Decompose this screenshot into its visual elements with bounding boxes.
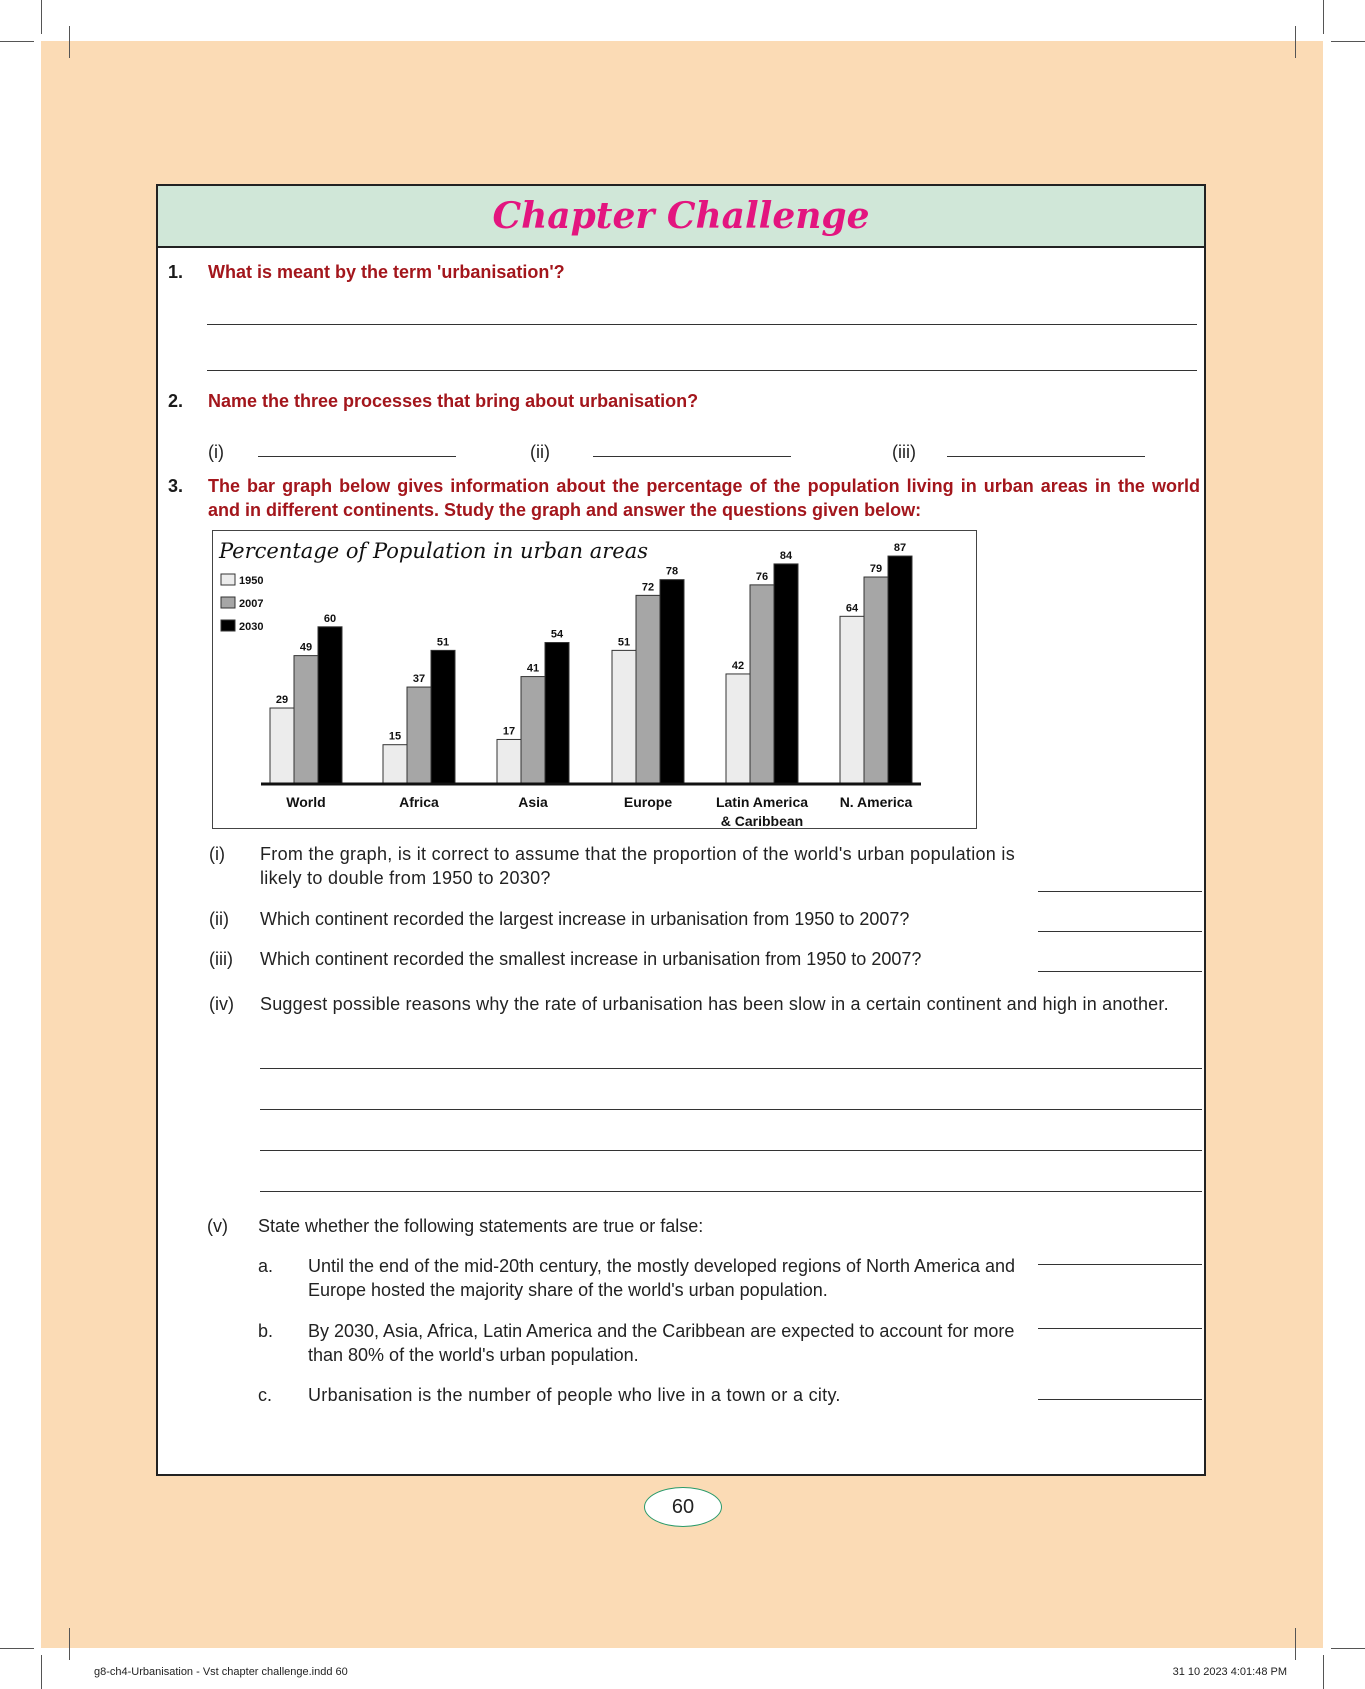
crop-mark <box>1295 26 1296 58</box>
bar <box>660 580 684 784</box>
statement-label: c. <box>258 1385 273 1405</box>
footer-filename: g8-ch4-Urbanisation - Vst chapter challenge.indd 60 <box>94 1666 348 1678</box>
answer-line[interactable] <box>1038 891 1202 892</box>
page-number: 60 <box>644 1487 722 1527</box>
header-bar <box>158 186 1204 248</box>
sub-question-text: From the graph, is it correct to assume that the proportion of the world's urban population is likely to double from 1950 to 2030? <box>260 844 1016 888</box>
bar <box>545 643 569 784</box>
answer-line[interactable] <box>1038 1264 1202 1265</box>
bar-value-label: 37 <box>412 673 426 686</box>
statement-label: a. <box>258 1256 274 1276</box>
sub-label: (iv) <box>209 994 234 1014</box>
sub-question-text: State whether the following statements are true or false: <box>258 1216 704 1236</box>
question-2 <box>158 389 1204 413</box>
statement-text: Urbanisation is the number of people who live in a town or a city. <box>308 1385 841 1405</box>
question-text: Name the three processes that bring about urbanisation? <box>208 391 699 411</box>
question-number: 3. <box>168 476 184 496</box>
crop-mark <box>1331 41 1365 42</box>
legend-swatch <box>221 597 235 608</box>
crop-mark <box>69 26 70 58</box>
bar <box>636 595 660 784</box>
answer-line[interactable] <box>207 370 1197 371</box>
bar-value-label: 64 <box>845 602 859 615</box>
bar-value-label: 15 <box>388 730 402 743</box>
question-1 <box>158 260 1204 284</box>
bar-value-label: 42 <box>731 659 745 672</box>
bar-value-label: 41 <box>526 662 540 675</box>
answer-line[interactable] <box>258 456 456 457</box>
question-number: 1. <box>168 262 184 282</box>
category-label: N. America <box>839 794 913 810</box>
category-label: World <box>286 794 326 810</box>
answer-line[interactable] <box>1038 931 1202 932</box>
crop-mark <box>0 1648 34 1649</box>
bar-value-label: 17 <box>502 725 516 738</box>
page-title: Chapter Challenge <box>492 195 870 237</box>
category-label: Europe <box>623 794 673 810</box>
crop-mark <box>1323 0 1324 34</box>
category-label: Latin America <box>715 794 809 810</box>
crop-mark <box>1323 1655 1324 1689</box>
sub-question-text: Which continent recorded the largest increase in urbanisation from 1950 to 2007? <box>260 909 910 929</box>
answer-line[interactable] <box>947 456 1145 457</box>
statement-label: b. <box>258 1321 274 1341</box>
sub-label: (i) <box>209 844 225 864</box>
answer-line[interactable] <box>207 324 1197 325</box>
bar <box>521 677 545 784</box>
blank-label: (ii) <box>530 442 550 462</box>
bar-value-label: 49 <box>299 641 313 654</box>
blank-label: (i) <box>208 442 224 462</box>
sub-label: (v) <box>207 1216 228 1236</box>
bar <box>497 739 521 784</box>
question-text: The bar graph below gives information about the percentage of the population living in urban areas in the world and in different continents. Study the graph and answer the questions given below: <box>208 476 1200 520</box>
bar <box>840 616 864 784</box>
bar <box>726 674 750 784</box>
bar <box>318 627 342 784</box>
category-label: Asia <box>518 794 548 810</box>
bar <box>431 650 455 784</box>
sub-label: (ii) <box>209 909 229 929</box>
answer-line[interactable] <box>260 1109 1202 1110</box>
answer-line[interactable] <box>260 1150 1202 1151</box>
legend-label: 2007 <box>239 598 264 610</box>
bar-value-label: 60 <box>323 612 337 625</box>
question-number: 2. <box>168 391 184 411</box>
legend-swatch <box>221 620 235 631</box>
bar <box>612 650 636 784</box>
legend-label: 2030 <box>239 621 264 633</box>
bar <box>750 585 774 784</box>
sub-label: (iii) <box>209 949 233 969</box>
blank-label: (iii) <box>892 442 916 462</box>
crop-mark <box>41 0 42 34</box>
crop-mark <box>69 1628 70 1660</box>
answer-line[interactable] <box>1038 1328 1202 1329</box>
sub-question-text: Suggest possible reasons why the rate of urbanisation has been slow in a certain continent and high in another. <box>260 994 1169 1014</box>
question-3 <box>158 474 1204 524</box>
bar-value-label: 51 <box>617 636 631 649</box>
answer-line[interactable] <box>260 1191 1202 1192</box>
legend-swatch <box>221 574 235 585</box>
bar-value-label: 76 <box>755 570 769 583</box>
crop-mark <box>41 1655 42 1689</box>
bar <box>383 745 407 784</box>
bar <box>294 656 318 784</box>
bar <box>864 577 888 784</box>
answer-line[interactable] <box>1038 1399 1202 1400</box>
question-text: What is meant by the term 'urbanisation'? <box>208 262 565 282</box>
crop-mark <box>0 41 34 42</box>
statement-text: By 2030, Asia, Africa, Latin America and the Caribbean are expected to account for more than 80% of the world's urban population. <box>308 1321 1015 1365</box>
chapter-challenge-frame <box>156 184 1206 1476</box>
chart-svg <box>213 531 975 827</box>
statement-text: Until the end of the mid-20th century, the mostly developed regions of North America and Europe hosted the majority share of the world's urban population. <box>308 1256 1016 1300</box>
bar-value-label: 78 <box>665 565 679 578</box>
answer-line[interactable] <box>593 456 791 457</box>
crop-mark <box>1331 1648 1365 1649</box>
bar <box>774 564 798 784</box>
bar <box>888 556 912 784</box>
bar-value-label: 72 <box>641 581 655 594</box>
bar-value-label: 29 <box>275 694 289 707</box>
category-label: Africa <box>399 794 439 810</box>
bar-value-label: 51 <box>436 636 450 649</box>
crop-mark <box>1295 1628 1296 1660</box>
bar <box>270 708 294 784</box>
sub-question-text: Which continent recorded the smallest increase in urbanisation from 1950 to 2007? <box>260 949 922 969</box>
bar-value-label: 79 <box>869 563 883 576</box>
chart-title: Percentage of Population in urban areas <box>219 539 649 563</box>
legend-label: 1950 <box>239 575 264 587</box>
bar-value-label: 54 <box>550 628 564 641</box>
bar-chart <box>212 530 977 829</box>
answer-line[interactable] <box>260 1068 1202 1069</box>
bar-value-label: 87 <box>893 542 907 555</box>
footer-timestamp: 31 10 2023 4:01:48 PM <box>1172 1666 1287 1678</box>
bar-value-label: 84 <box>779 549 793 562</box>
category-label: & Caribbean <box>720 813 804 827</box>
bar <box>407 687 431 784</box>
answer-line[interactable] <box>1038 971 1202 972</box>
